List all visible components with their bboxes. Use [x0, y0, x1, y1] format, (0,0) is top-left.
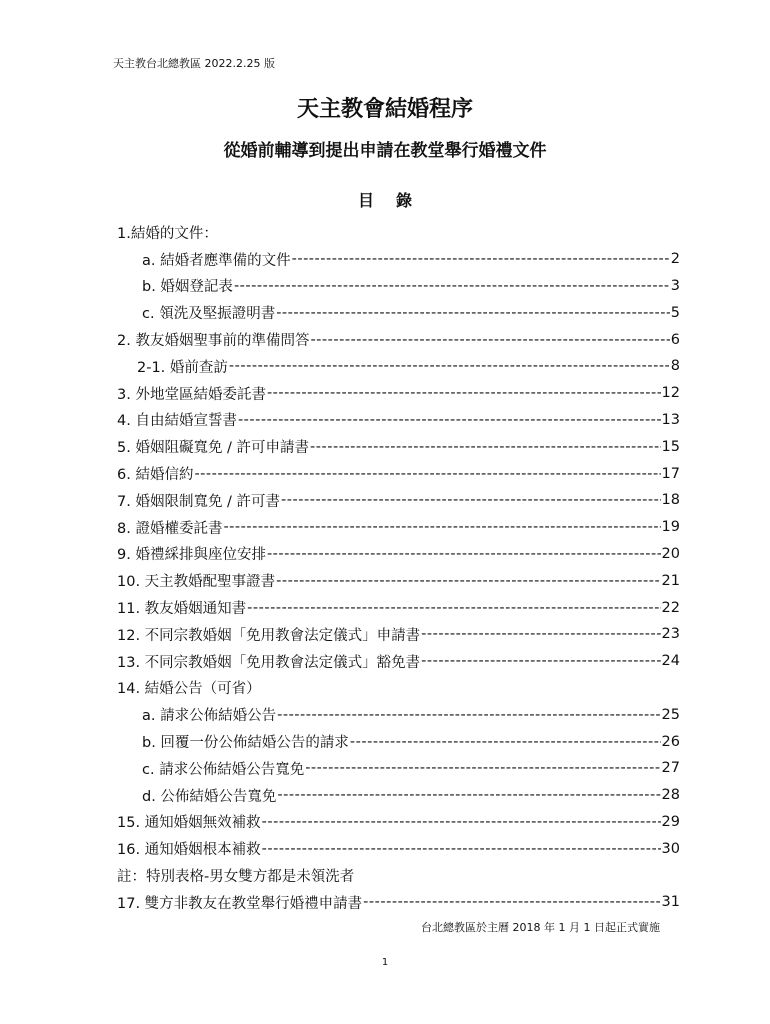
toc-entry[interactable] [117, 675, 680, 702]
header-note: 天主教台北總教區 2022.2.25 版 [113, 57, 275, 70]
toc-entry-page: 28 [661, 787, 680, 804]
toc-entry[interactable] [117, 407, 680, 434]
toc-entry[interactable] [117, 701, 680, 728]
toc-entry-page: 29 [661, 813, 680, 830]
toc-entry[interactable] [117, 594, 680, 621]
toc-note-label: 註：特別表格-男女雙方都是未領洗者 [117, 869, 355, 886]
toc-entry[interactable] [117, 246, 680, 273]
toc-entry-label: a. 請求公佈結婚公告 [142, 708, 277, 725]
toc-entry-page: 17 [661, 465, 680, 482]
toc-entry-label: 17. 雙方非教友在教堂舉行婚禮申請書 [117, 895, 363, 912]
toc-entry-page: 13 [661, 411, 680, 428]
toc-entry[interactable] [117, 567, 680, 594]
table-of-contents [117, 219, 680, 916]
toc-leader [350, 734, 661, 750]
toc-heading: 目錄 [357, 191, 434, 210]
toc-leader [292, 251, 670, 267]
toc-entry-page: 19 [661, 519, 680, 536]
toc-entry-page: 2 [670, 251, 680, 268]
toc-entry-page: 25 [661, 706, 680, 723]
toc-entry-page: 31 [661, 894, 680, 911]
toc-entry-page: 12 [661, 385, 680, 402]
toc-entry-label: a. 結婚者應準備的文件 [142, 252, 291, 269]
toc-entry-page: 3 [670, 277, 680, 294]
toc-entry-label: 1.結婚的文件： [117, 225, 218, 242]
toc-entry[interactable] [117, 460, 680, 487]
toc-entry-label: 5. 婚姻阻礙寬免 / 許可申請書 [117, 440, 310, 457]
toc-entry-label: 2-1. 婚前查訪 [137, 359, 228, 376]
toc-entry-page: 22 [661, 599, 680, 616]
toc-entry-label: 11. 教友婚姻通知書 [117, 601, 247, 618]
toc-entry[interactable] [117, 541, 680, 568]
toc-entry-page: 6 [670, 331, 680, 348]
toc-entry[interactable] [117, 889, 680, 916]
toc-entry-label: d. 公佈結婚公告寬免 [142, 788, 277, 805]
toc-leader [276, 573, 660, 589]
toc-leader [229, 358, 670, 374]
toc-entry-page: 15 [661, 438, 680, 455]
toc-entry-page: 27 [661, 760, 680, 777]
toc-entry-page: 8 [670, 358, 680, 375]
toc-entry-label: 10. 天主教婚配聖事證書 [117, 574, 276, 591]
toc-entry-page: 21 [661, 572, 680, 589]
toc-leader [247, 600, 660, 616]
toc-leader [194, 466, 660, 482]
toc-entry-label: 12. 不同宗教婚姻「免用教會法定儀式」申請書 [117, 627, 421, 644]
toc-leader [421, 626, 660, 642]
toc-entry[interactable] [117, 514, 680, 541]
toc-entry-page: 23 [661, 626, 680, 643]
toc-entry[interactable] [117, 835, 680, 862]
toc-leader [421, 653, 660, 669]
toc-entry-label: 9. 婚禮綵排與座位安排 [117, 547, 266, 564]
toc-leader [363, 894, 660, 910]
toc-leader [277, 707, 660, 723]
toc-entry-page: 18 [661, 492, 680, 509]
toc-leader [238, 412, 661, 428]
toc-entry[interactable] [117, 809, 680, 836]
toc-leader [305, 760, 660, 776]
toc-leader [281, 492, 661, 508]
toc-leader [262, 841, 661, 857]
toc-leader [310, 439, 661, 455]
toc-leader [234, 278, 670, 294]
toc-entry-label: b. 婚姻登記表 [142, 279, 233, 296]
footer-note: 台北總教區於主曆 2018 年 1 月 1 日起正式實施 [421, 921, 660, 934]
toc-entry-label: 7. 婚姻限制寬免 / 許可書 [117, 493, 281, 510]
toc-entry[interactable] [117, 433, 680, 460]
toc-entry-label: 3. 外地堂區結婚委託書 [117, 386, 266, 403]
toc-entry-page: 24 [661, 653, 680, 670]
toc-leader [277, 787, 660, 803]
toc-entry-label: 15. 通知婚姻無效補救 [117, 815, 261, 832]
toc-entry-label: 6. 結婚信約 [117, 467, 194, 484]
toc-entry-page: 20 [661, 545, 680, 562]
toc-entry[interactable] [117, 621, 680, 648]
toc-entry[interactable] [117, 219, 680, 246]
toc-leader [267, 546, 661, 562]
toc-entry[interactable] [117, 353, 680, 380]
toc-entry[interactable] [117, 782, 680, 809]
toc-entry-page: 30 [661, 840, 680, 857]
document-title: 天主教會結婚程序 [296, 97, 473, 122]
toc-entry-label: 8. 證婚權委託書 [117, 520, 223, 537]
toc-note [117, 862, 680, 889]
toc-leader [310, 332, 669, 348]
toc-entry-page: 26 [661, 733, 680, 750]
toc-entry[interactable] [117, 273, 680, 300]
toc-entry[interactable] [117, 326, 680, 353]
page-number: 1 [381, 957, 389, 968]
toc-leader [262, 814, 661, 830]
toc-entry-label: 16. 通知婚姻根本補救 [117, 842, 261, 859]
toc-entry[interactable] [117, 487, 680, 514]
document-subtitle: 從婚前輔導到提出申請在教堂舉行婚禮文件 [223, 141, 547, 161]
toc-entry-label: 2. 教友婚姻聖事前的準備問答 [117, 333, 310, 350]
toc-leader [276, 305, 670, 321]
toc-entry-label: 14. 結婚公告（可省） [117, 681, 261, 698]
toc-entry[interactable] [117, 755, 680, 782]
toc-entry-label: 4. 自由結婚宣誓書 [117, 413, 237, 430]
toc-entry[interactable] [117, 299, 680, 326]
toc-entry-label: c. 請求公佈結婚公告寬免 [142, 761, 305, 778]
toc-entry-page: 5 [670, 304, 680, 321]
toc-entry[interactable] [117, 648, 680, 675]
toc-entry-label: c. 領洗及堅振證明書 [142, 306, 276, 323]
toc-entry-label: 13. 不同宗教婚姻「免用教會法定儀式」豁免書 [117, 654, 421, 671]
toc-entry-label: b. 回覆一份公佈結婚公告的請求 [142, 735, 349, 752]
toc-leader [223, 519, 660, 535]
toc-leader [267, 385, 661, 401]
toc-entry[interactable] [117, 380, 680, 407]
toc-entry[interactable] [117, 728, 680, 755]
